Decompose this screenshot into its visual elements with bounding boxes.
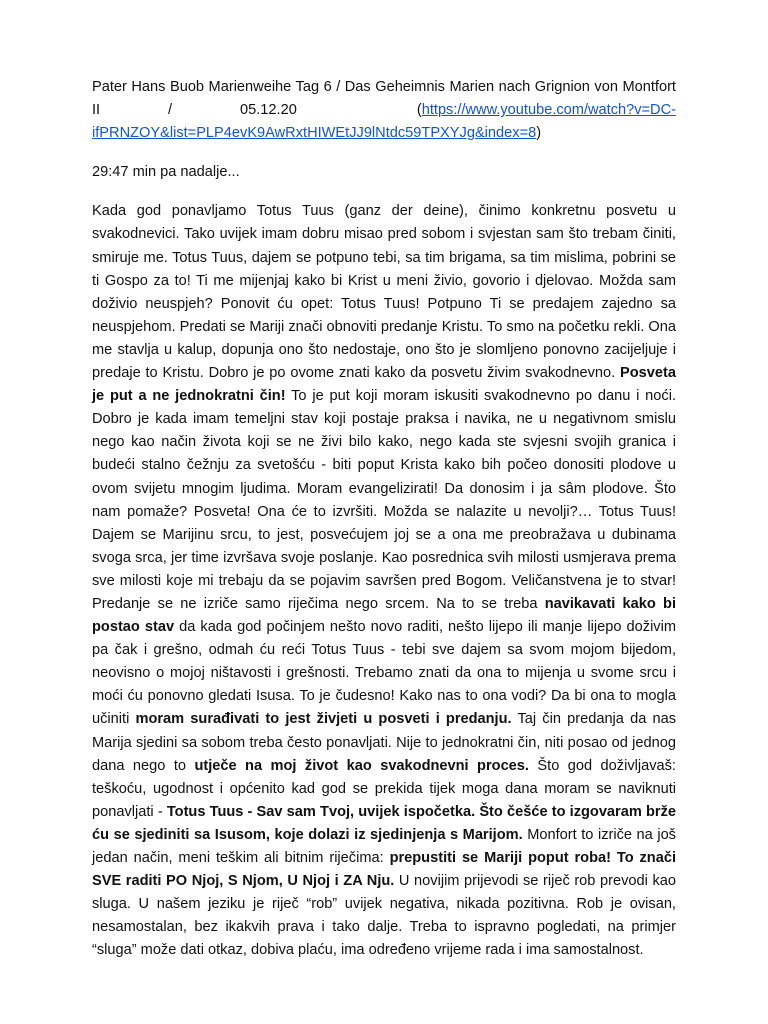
body-text-segment: Taj čin predanja da nas Marija sjedini sa sobom treba često ponavljati. Nije to jednokratni čin, niti posao od jednog dana nego to <box>92 711 677 774</box>
body-bold-segment: navikavati kako bi postao stav <box>92 595 676 636</box>
spacer <box>92 184 676 200</box>
body-bold-segment: moram surađivati to jest živjeti u posveti i predanju. <box>135 711 512 728</box>
youtube-link[interactable]: https://www.youtube.com/watch?v=DC-ifPRNZOY&list=PLP4evK9AwRxtHIWEtJJ9lNtdc59TPXYJg&index=8 <box>92 102 676 142</box>
body-bold-segment: utječe na moj život kao svakodnevni proces. <box>194 757 529 774</box>
body-text-segment: Monfort to izriče na još jedan način, meni teškim ali bitnim riječima: <box>92 826 676 866</box>
body-paragraph <box>92 200 676 962</box>
body-text-segment: U novijim prijevodi se riječ rob prevodi kao sluga. U našem jeziku je riječ “rob” uvijek negativa, nikada pozitivna. Rob je ovisan, nesamostalan, bez ikakvih prava i tako dalje. Treba to ispravno pogledati, na primjer “sluga” može dati otkaz, dobiva plaću, ima određeno vrijeme rada i ima samostalnost. <box>92 873 676 959</box>
header-paren-open: ( <box>416 102 422 119</box>
document-header <box>92 76 676 145</box>
timestamp-note: 29:47 min pa nadalje... <box>92 164 240 181</box>
header-title: Pater Hans Buob Marienweihe Tag 6 / Das Geheimnis Marien nach Grignion von Montfort II / 05.12.20 <box>92 79 676 119</box>
body-text-segment: To je put koji moram iskusiti svakodnevno po danu i noći. Dobro je kada imam temeljni stav koji postaje praksa i navika, ne u negativnom smislu nego kao način života koji se ne živi bilo kako, nego kada ste svjesni svojih granica i budeći stalno čežnju za svetošću - biti poput Krista kako bih počeo donositi plodove u ovom svijetu mnogim ljudima. Moram evangelizirati! Da donosim i ja sâm plodove. Što nam pomaže? Posveta! Ona će to izvršiti. Možda se nalazite u nevolji?… Totus Tuus! Dajem se Marijinu srcu, to jest, posvećujem joj se a ona me preobražava u dubinama svoga srca, jer time izvršava svoje poslanje. Kao posrednica svih milosti usmjerava prema sve milosti koje mi trebaju da se pojavim savršen pred Bogom. Veličanstvena je to stvar! Predanje se ne izriče samo riječima nego srcem. Na to se treba <box>92 388 676 612</box>
body-text-segment: Što god doživljavaš: teškoću, ugodnost i općenito kad god se prekida tijek moga dana moram se naviknuti ponavljati - <box>92 757 676 820</box>
header-paren-close: ) <box>536 125 542 142</box>
body-bold-segment: Posveta je put a ne jednokratni čin! <box>92 365 676 405</box>
body-text-segment: da kada god počinjem nešto novo raditi, nešto lijepo ili manje lijepo doživim pa čak i grešno, odmah ću reći Totus Tuus - tebi sve dajem sa svom mojom bijedom, neovisno o mojoj ništavosti i grešnosti. Trebamo znati da ona to mijenja u svome srcu i moći ću ponovno gledati Isusa. To je čudesno! Kako nas to ona vodi? Da bi ona to mogla učiniti <box>92 619 677 728</box>
body-text-segment: Kada god ponavljamo Totus Tuus (ganz der deine), činimo konkretnu posvetu u svakodnevici. Tako uvijek imam dobru misao pred sobom i svjestan sam što trebam činiti, smiruje me. Totus Tuus, dajem se potpuno tebi, sa tim brigama, sa tim mislima, pobrini se ti Gospo za to! Ti me mijenjaj kako bi Krist u meni živio, govorio i djelovao. Možda sam doživio neuspjeh? Ponovit ću opet: Totus Tuus! Potpuno Ti se predajem zajedno sa neuspjehom. Predati se Mariji znači obnoviti predanje Kristu. To smo na početku rekli. Ona me stavlja u kalup, dopunja ono što nedostaje, ono što je slomljeno ponovno zacijeljuje i predaje to Kristu. Dobro je po ovome znati kako da posvetu živim svakodnevno. <box>92 203 676 382</box>
document-page <box>92 76 676 962</box>
body-bold-segment: Totus Tuus - Sav sam Tvoj, uvijek ispočetka. Što češće to izgovaram brže ću se sjediniti sa Isusom, koje dolazi iz sjedinjenja s Marijom. <box>92 803 676 843</box>
body-bold-segment: prepustiti se Mariji poput roba! To znači SVE raditi PO Njoj, S Njom, U Njoj i ZA Nju. <box>92 850 676 890</box>
spacer <box>92 145 676 161</box>
